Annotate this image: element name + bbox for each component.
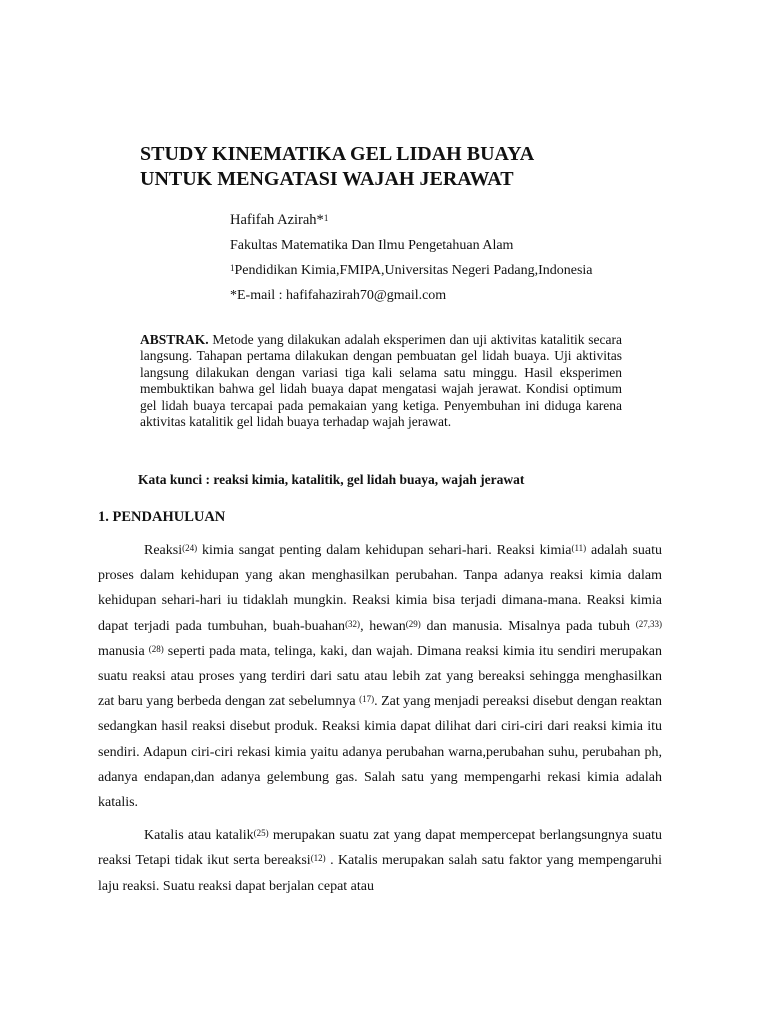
citation: (24) <box>182 543 198 553</box>
author-name: Hafifah Azirah*$^1$ <box>230 212 329 228</box>
abstract-text: Metode yang dilakukan adalah eksperimen dan uji aktivitas katalitik secara langsung. Tahapan pertama dilakukan dengan pembuatan gel lidah buaya. Uji aktivitas langsung dilakukan dengan variasi tiga kali selama satu minggu. Hasil eksperimen membuktikan bahwa gel lidah buaya dapat mengatasi wajah jerawat. Kondisi optimum gel lidah buaya tercapai pada pemakaian yang ketiga. Penyembuhan ini diduga karena aktivitas katalitik gel lidah buaya terhadap wajah jerawat. <box>140 332 623 430</box>
citation: (29) <box>405 618 421 629</box>
citation: (32) <box>345 618 361 629</box>
affiliation-superscript: 1 <box>230 263 235 273</box>
author-affiliation: $^1$Pendidikan Kimia,FMIPA,Universitas Negeri Padang,Indonesia <box>230 263 593 278</box>
citation: (28) <box>148 643 164 654</box>
citation: (12) <box>310 853 326 864</box>
title-line-1: STUDY KINEMATIKA GEL LIDAH BUAYA <box>140 143 535 165</box>
author-block <box>230 208 593 308</box>
abstract <box>140 332 622 430</box>
section-body <box>98 538 662 899</box>
citation: (25) <box>253 828 269 839</box>
paragraph-2: Katalis atau katalik$^{(25)}$ merupakan suatu zat yang dapat mempercepat berlangsungnya suatu reaksi Tetapi tidak ikut serta bereaksi$^{(12)}$ . Katalis merupakan salah satu faktor yang mempengaruhi laju reaksi. Suatu reaksi dapat berjalan cepat atau <box>98 828 662 894</box>
abstract-label: ABSTRAK. <box>140 332 209 347</box>
section-heading: 1. PENDAHULUAN <box>98 509 226 525</box>
paragraph-1: Reaksi$^{(24)}$ kimia sangat penting dalam kehidupan sehari-hari. Reaksi kimia$^{(11)}$ adalah suatu proses dalam kehidupan yang akan menghasilkan perubahan. Tanpa adanya reaksi kimia dalam kehidupan sehari-hari iu tidaklah mungkin. Reaksi kimia bisa terjadi dimana-mana. Reaksi kimia dapat terjadi pada tumbuhan, buah-buahan$^{(32)}$, hewan$^{(29)}$ dan manusia. Misalnya pada tubuh $^{(27,33)}$ manusia $^{(28)}$ seperti pada mata, telinga, kaki, dan wajah. Dimana reaksi kimia itu sendiri merupakan suatu reaksi atau proses yang terdiri dari satu atau lebih zat yang bereaksi sehingga menghasilkan zat baru yang berbeda dengan zat sebelumnya $^{(17)}$. Zat yang menjadi pereaksi disebut dengan reaktan sedangkan hasil reaksi disebut produk. Reaksi kimia dapat dilihat dari ciri-ciri dari reaksi kimia itu sendiri. Adapun ciri-ciri rekasi kimia yaitu adanya perubahan warna,perubahan suhu, perubahan ph, adanya endapan,dan adanya gelembung gas. Salah satu yang mempengarhi rekasi kimia adalah katalis. <box>98 543 663 811</box>
author-superscript: 1 <box>323 213 329 223</box>
citation: (27,33) <box>635 618 662 629</box>
citation: (17) <box>359 694 375 705</box>
paper-title <box>140 142 534 192</box>
author-faculty: Fakultas Matematika Dan Ilmu Pengetahuan Alam <box>230 238 514 253</box>
author-email: *E-mail : hafifahazirah70@gmail.com <box>230 288 447 303</box>
citation: (11) <box>571 543 587 553</box>
title-line-2: UNTUK MENGATASI WAJAH JERAWAT <box>140 168 514 190</box>
keywords: Kata kunci : reaksi kimia, katalitik, gel lidah buaya, wajah jerawat <box>138 472 525 487</box>
